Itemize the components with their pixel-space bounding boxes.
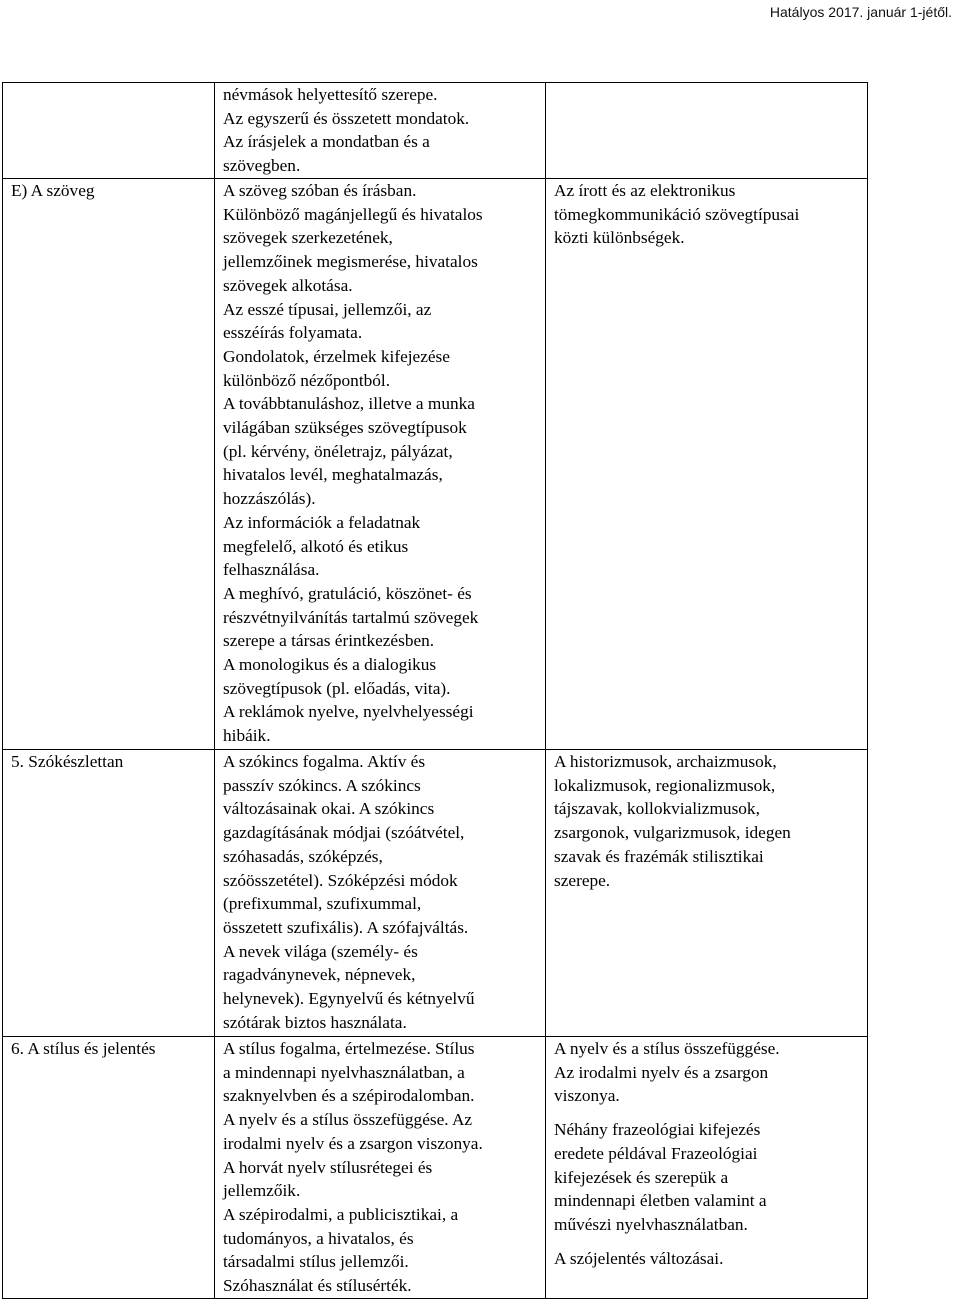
content-cell bbox=[215, 750, 546, 1037]
content-paragraph: A meghívó, gratuláció, köszönet- és részvétnyilvánítás tartalmú szövegek szerepe a társas érintkezésben. bbox=[223, 583, 479, 651]
content-paragraph: Az esszé típusai, jellemzői, az esszéírás folyamata. bbox=[223, 299, 432, 343]
validity-header: Hatályos 2017. január 1-jétől. bbox=[769, 4, 952, 20]
table-row bbox=[3, 750, 868, 1037]
table-row bbox=[3, 1037, 868, 1299]
notes-paragraph: A szójelentés változásai. bbox=[554, 1248, 724, 1268]
notes-cell bbox=[546, 179, 868, 750]
topic-cell bbox=[3, 83, 215, 179]
content-cell bbox=[215, 1037, 546, 1299]
table-row bbox=[3, 179, 868, 750]
topic-cell bbox=[3, 750, 215, 1037]
content-paragraph: A monologikus és a dialogikus szövegtípusok (pl. előadás, vita). bbox=[223, 655, 451, 698]
topic-label: 6. A stílus és jelentés bbox=[11, 1039, 156, 1058]
topic-label: E) A szöveg bbox=[11, 181, 95, 200]
notes-paragraph: A nyelv és a stílus összefüggése. Az irodalmi nyelv és a zsargon viszonya. bbox=[554, 1039, 780, 1106]
content-paragraph: A reklámok nyelve, nyelvhelyességi hibáik. bbox=[223, 702, 474, 746]
content-paragraph: Szóhasználat és stílusérték. bbox=[223, 1276, 412, 1296]
notes-cell bbox=[546, 750, 868, 1037]
content-paragraph: A szöveg szóban és írásban. bbox=[223, 181, 417, 200]
content-paragraph: A stílus fogalma, értelmezése. Stílus a mindennapi nyelvhasználatban, a szaknyelvben és a szépirodalomban. A nyelv és a stílus összefüggése. Az irodalmi nyelv és a zsargon viszonya. A horvát nyelv stílusrétegei és jellemzőik. bbox=[223, 1039, 483, 1201]
notes-cell bbox=[546, 83, 868, 179]
notes-paragraph: Az írott és az elektronikus tömegkommunikáció szövegtípusai közti különbségek. bbox=[554, 181, 800, 248]
topic-cell bbox=[3, 1037, 215, 1299]
content-paragraph: A továbbtanuláshoz, illetve a munka világában szükséges szövegtípusok (pl. kérvény, önéletrajz, pályázat, hivatalos levél, meghatalmazás, hozzászólás). bbox=[223, 394, 475, 509]
notes-paragraph: Néhány frazeológiai kifejezés eredete példával Frazeológiai kifejezések és szerepük a mindennapi életben valamint a művészi nyelvhasználatban. bbox=[554, 1120, 767, 1234]
notes-cell bbox=[546, 1037, 868, 1299]
content-cell bbox=[215, 179, 546, 750]
topic-label: 5. Szókészlettan bbox=[11, 752, 124, 771]
content-paragraph: Az információk a feladatnak megfelelő, alkotó és etikus felhasználása. bbox=[223, 512, 421, 580]
curriculum-table bbox=[2, 82, 868, 1299]
content-cell bbox=[215, 83, 546, 179]
content-paragraph: Az egyszerű és összetett mondatok. bbox=[223, 108, 470, 128]
content-paragraph: Különböző magánjellegű és hivatalos szövegek szerkezetének, jellemzőinek megismerése, hivatalos szövegek alkotása. bbox=[223, 204, 483, 295]
content-paragraph: A szépirodalmi, a publicisztikai, a tudományos, a hivatalos, és társadalmi stílus jellemzői. bbox=[223, 1204, 459, 1272]
table-row bbox=[3, 83, 868, 179]
content-paragraph: névmások helyettesítő szerepe. bbox=[223, 85, 438, 104]
content-paragraph: Gondolatok, érzelmek kifejezése különböző nézőpontból. bbox=[223, 346, 450, 390]
topic-cell bbox=[3, 179, 215, 750]
notes-paragraph: A historizmusok, archaizmusok, lokalizmusok, regionalizmusok, tájszavak, kollokvializmusok, zsargonok, vulgarizmusok, idegen szavak és frazémák stilisztikai szerepe. bbox=[554, 752, 791, 890]
content-paragraph: Az írásjelek a mondatban és a szövegben. bbox=[223, 132, 430, 176]
content-paragraph: A szókincs fogalma. Aktív és passzív szókincs. A szókincs változásainak okai. A szókincs gazdagításának módjai (szóátvétel, szóhasadás, szóképzés, szóösszetétel). Szóképzési módok (prefixummal, szufixummal, összetett szufixális). A szófajváltás. A nevek világa (személy- és ragadványnevek, népnevek, helynevek). Egynyelvű és kétnyelvű szótárak biztos használata. bbox=[223, 752, 475, 1032]
